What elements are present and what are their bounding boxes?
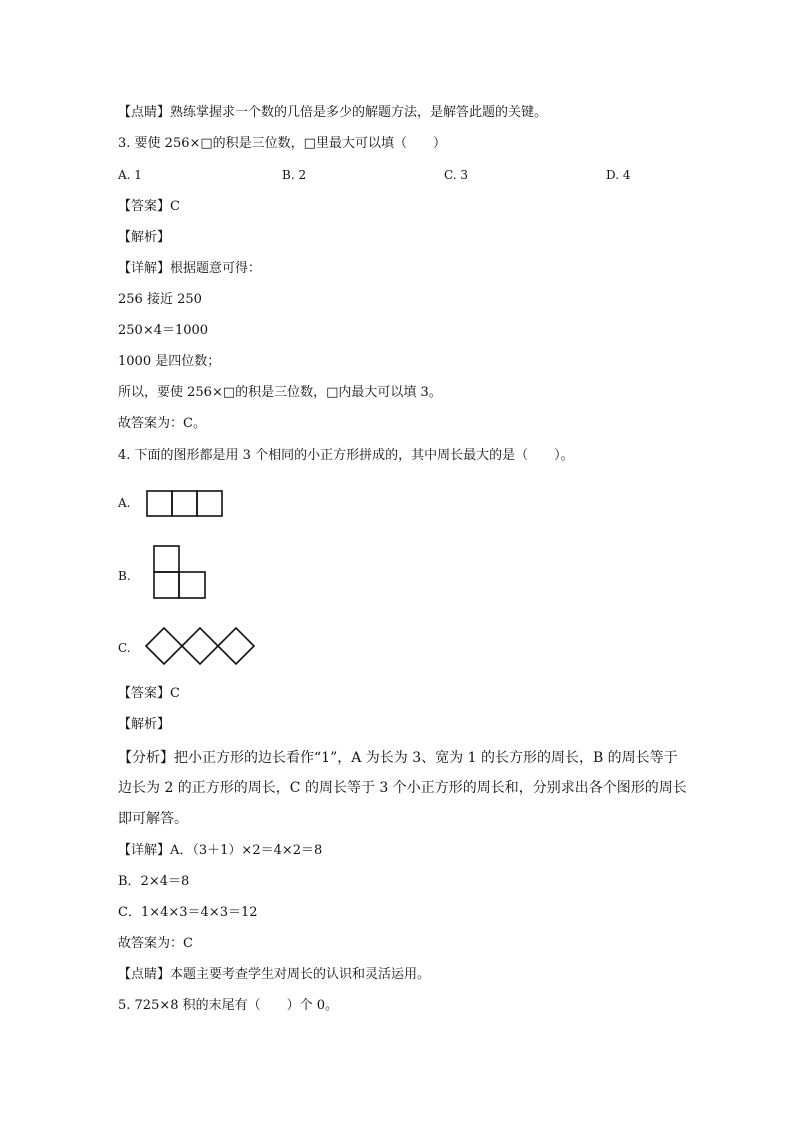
line-dianjing-1: 【点睛】熟练掌握求一个数的几倍是多少的解题方法，是解答此题的关键。 — [118, 105, 548, 120]
analysis-3: 【解析】 — [118, 230, 171, 245]
fenxi-4-line-3: 即可解答。 — [118, 811, 188, 827]
figure-b-label: B. — [118, 569, 131, 583]
figure-b-l-shape — [153, 545, 207, 599]
detail-4-line-3: C．1×4×3＝4×3＝12 — [118, 905, 258, 920]
question-4: 4. 下面的图形都是用 3 个相同的小正方形拼成的，其中周长最大的是（ ）。 — [118, 448, 574, 463]
fenxi-4-line-1: 【分析】把小正方形的边长看作“1”，A 为长为 3、宽为 1 的长方形的周长，B 的周长等于 — [118, 750, 678, 766]
detail-4-line-1: 【详解】A．（3＋1）×2＝4×2＝8 — [118, 843, 323, 858]
q3-option-a: A. 1 — [118, 168, 142, 182]
q3-option-c: C. 3 — [444, 168, 469, 182]
detail-3-line-1: 【详解】根据题意可得： — [118, 261, 262, 276]
dianjing-4: 【点睛】本题主要考查学生对周长的认识和灵活运用。 — [118, 967, 431, 982]
detail-4-line-4: 故答案为：C — [118, 936, 193, 951]
detail-3-line-4: 1000 是四位数； — [118, 354, 221, 369]
detail-3-line-2: 256 接近 250 — [118, 292, 202, 307]
question-3: 3. 要使 256×□的积是三位数，□里最大可以填（ ） — [118, 136, 446, 151]
figure-c-three-diamonds — [145, 627, 257, 665]
detail-3-line-3: 250×4＝1000 — [118, 323, 209, 338]
answer-4: 【答案】C — [118, 686, 180, 701]
figure-a-label: A. — [118, 496, 131, 510]
detail-3-line-6: 故答案为：C。 — [118, 416, 206, 431]
detail-4-line-2: B．2×4＝8 — [118, 874, 190, 889]
q3-option-d: D. 4 — [606, 168, 631, 182]
detail-3-line-5: 所以，要使 256×□的积是三位数，□内最大可以填 3。 — [118, 385, 442, 400]
answer-3: 【答案】C — [118, 199, 180, 214]
analysis-4: 【解析】 — [118, 717, 171, 732]
q3-option-b: B. 2 — [282, 168, 307, 182]
figure-c-label: C. — [118, 641, 131, 655]
fenxi-4-line-2: 边长为 2 的正方形的周长，C 的周长等于 3 个小正方形的周长和，分别求出各个图形的周长 — [118, 780, 687, 796]
figure-a-three-squares-row — [146, 490, 224, 517]
question-5: 5. 725×8 积的末尾有（ ）个 0。 — [118, 998, 339, 1013]
